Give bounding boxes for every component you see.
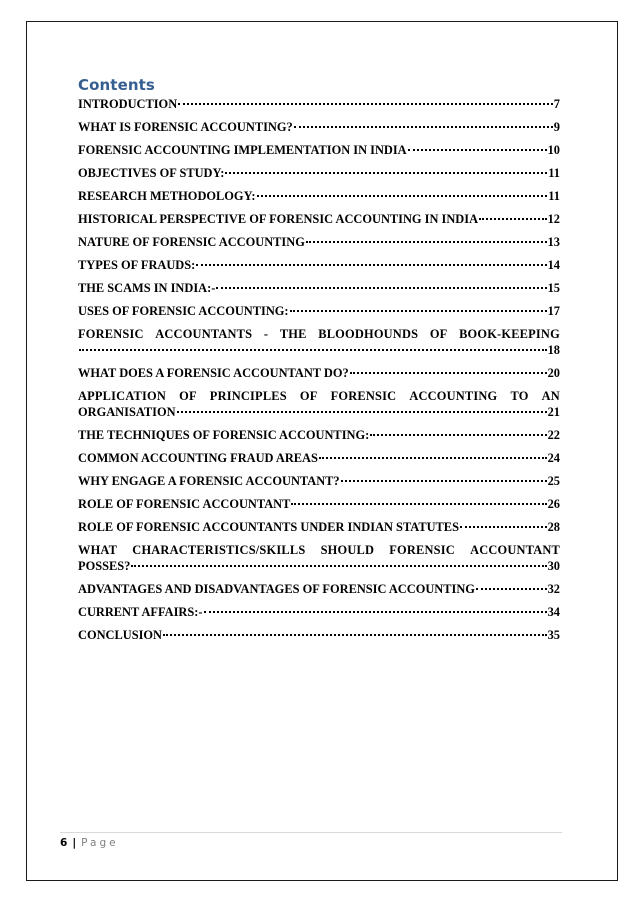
toc-dot-leader [225, 172, 547, 174]
toc-dot-leader [177, 411, 547, 413]
toc-entry[interactable] [78, 519, 560, 535]
toc-dot-leader [290, 310, 547, 312]
toc-entry-page-number: 12 [547, 212, 560, 226]
toc-entry-title: ADVANTAGES AND DISADVANTAGES OF FORENSIC ACCOUNTING [78, 582, 475, 596]
toc-dot-leader [408, 149, 547, 151]
toc-entry[interactable] [78, 542, 560, 574]
toc-entry-title: COMMON ACCOUNTING FRAUD AREAS [78, 451, 318, 465]
toc-entry[interactable] [78, 165, 560, 181]
toc-entry[interactable] [78, 581, 560, 597]
toc-entry-title: CURRENT AFFAIRS:- [78, 605, 203, 619]
toc-entry[interactable] [78, 142, 560, 158]
toc-dot-leader [163, 634, 547, 636]
toc-dot-leader [204, 611, 547, 613]
toc-entry-page-number: 9 [553, 120, 560, 134]
toc-entry-page-number: 34 [547, 605, 560, 619]
toc-entry[interactable] [78, 496, 560, 512]
toc-entry[interactable] [78, 188, 560, 204]
toc-dot-leader [370, 434, 546, 436]
toc-entry-page-number: 15 [547, 281, 560, 295]
toc-entry-page-number: 35 [547, 628, 560, 642]
footer-divider [60, 832, 562, 833]
toc-entry-page-number: 18 [547, 343, 560, 357]
toc-entry[interactable] [78, 427, 560, 443]
footer-page-label: Page [81, 837, 119, 849]
toc-entry-title: WHY ENGAGE A FORENSIC ACCOUNTANT? [78, 474, 340, 488]
toc-dot-leader [294, 126, 553, 128]
toc-dot-leader [196, 264, 546, 266]
toc-entry[interactable] [78, 96, 560, 112]
toc-dot-leader [476, 588, 547, 590]
toc-dot-leader [131, 565, 546, 567]
page-footer [60, 837, 119, 849]
toc-entry-title: CONCLUSION [78, 628, 162, 642]
toc-entry[interactable] [78, 326, 560, 358]
toc-entry-title: ROLE OF FORENSIC ACCOUNTANTS UNDER INDIAN STATUTES [78, 520, 459, 534]
toc-dot-leader [341, 480, 547, 482]
toc-entry[interactable] [78, 234, 560, 250]
toc-entry[interactable] [78, 257, 560, 273]
toc-entry-page-number: 30 [547, 559, 560, 573]
toc-entry-page-number: 20 [547, 366, 560, 380]
toc-dot-leader [291, 503, 546, 505]
toc-entry-title: FORENSIC ACCOUNTANTS - THE BLOODHOUNDS OF BOOK-KEEPING [78, 327, 560, 341]
toc-entry-page-number: 13 [547, 235, 560, 249]
toc-entry[interactable] [78, 473, 560, 489]
toc-entry-page-number: 10 [547, 143, 560, 157]
toc-dot-leader [460, 526, 547, 528]
toc-entry-title: RESEARCH METHODOLOGY: [78, 189, 256, 203]
table-of-contents [78, 96, 560, 650]
toc-entry-page-number: 24 [547, 451, 560, 465]
toc-entry-page-number: 26 [547, 497, 560, 511]
toc-entry-title: APPLICATION OF PRINCIPLES OF FORENSIC ACCOUNTING TO AN [78, 389, 560, 403]
toc-entry-title: POSSES? [78, 559, 131, 573]
toc-entry-title: WHAT DOES A FORENSIC ACCOUNTANT DO? [78, 366, 349, 380]
toc-dot-leader [178, 103, 553, 105]
toc-entry-page-number: 32 [547, 582, 560, 596]
toc-entry-page-number: 28 [547, 520, 560, 534]
toc-entry-page-number: 14 [547, 258, 560, 272]
toc-entry[interactable] [78, 303, 560, 319]
toc-entry-page-number: 11 [548, 189, 560, 203]
toc-entry-page-number: 11 [548, 166, 560, 180]
toc-entry-page-number: 25 [547, 474, 560, 488]
toc-dot-leader [350, 372, 547, 374]
toc-entry-title: INTRODUCTION [78, 97, 178, 111]
toc-entry-title: OBJECTIVES OF STUDY: [78, 166, 225, 180]
toc-entry-title: WHAT IS FORENSIC ACCOUNTING? [78, 120, 293, 134]
toc-entry-title: TYPES OF FRAUDS: [78, 258, 196, 272]
toc-entry-title: ROLE OF FORENSIC ACCOUNTANT [78, 497, 291, 511]
toc-dot-leader [306, 241, 547, 243]
toc-entry[interactable] [78, 450, 560, 466]
toc-entry-title: ORGANISATION [78, 405, 176, 419]
toc-entry-page-number: 22 [547, 428, 560, 442]
toc-dot-leader [79, 349, 547, 351]
toc-heading: Contents [78, 76, 155, 94]
toc-entry-page-number: 7 [553, 97, 560, 111]
toc-entry[interactable] [78, 119, 560, 135]
toc-entry[interactable] [78, 280, 560, 296]
toc-entry-page-number: 17 [547, 304, 560, 318]
toc-entry[interactable] [78, 604, 560, 620]
toc-entry[interactable] [78, 388, 560, 420]
toc-entry-title: THE TECHNIQUES OF FORENSIC ACCOUNTING: [78, 428, 370, 442]
footer-separator: | [72, 837, 77, 849]
toc-entry-title: FORENSIC ACCOUNTING IMPLEMENTATION IN INDIA [78, 143, 407, 157]
toc-entry-title: THE SCAMS IN INDIA:- [78, 281, 216, 295]
footer-page-number: 6 [60, 837, 68, 849]
toc-entry[interactable] [78, 365, 560, 381]
toc-entry-page-number: 21 [547, 405, 560, 419]
toc-dot-leader [319, 457, 547, 459]
toc-dot-leader [216, 287, 546, 289]
toc-dot-leader [479, 218, 547, 220]
toc-entry[interactable] [78, 627, 560, 643]
toc-entry-title: USES OF FORENSIC ACCOUNTING: [78, 304, 289, 318]
toc-entry[interactable] [78, 211, 560, 227]
toc-entry-title: WHAT CHARACTERISTICS/SKILLS SHOULD FORENSIC ACCOUNTANT [78, 543, 560, 557]
toc-entry-title: NATURE OF FORENSIC ACCOUNTING [78, 235, 305, 249]
toc-entry-title: HISTORICAL PERSPECTIVE OF FORENSIC ACCOUNTING IN INDIA [78, 212, 479, 226]
toc-dot-leader [257, 195, 548, 197]
